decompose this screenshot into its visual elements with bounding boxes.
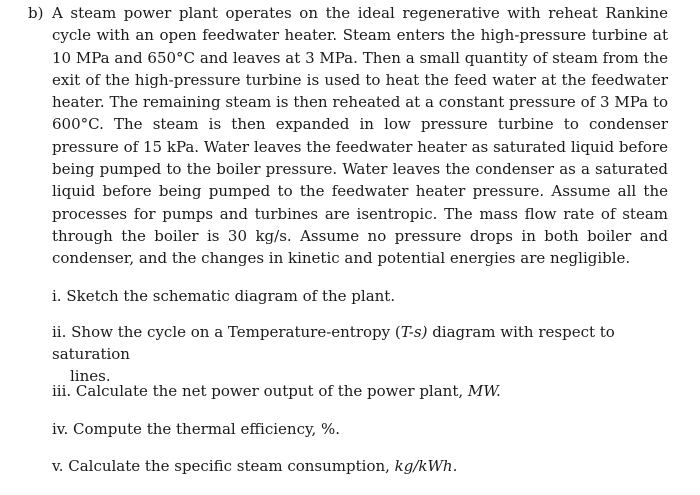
item-v-unit: kg/kWh.: [394, 457, 458, 475]
item-iv-text: iv. Compute the thermal efficiency, %.: [52, 420, 341, 438]
question-intro-text: A steam power plant operates on the ideal regenerative with reheat Rankine cycle with an open feedwater heater. Steam enters the high-pressure turbine at 10 MPa and 650°C and leaves at 3 MPa. Then a small quantity of steam from the exit of the high-pressure turbine is used to heat the feed water at the feedwater heater. The remaining steam is then reheated at a constant pressure of 3 MPa to 600°C. The steam is then expanded in low pressure turbine to condenser pressure of 15 kPa. Water leaves the feedwater heater as saturated liquid before being pumped to the boiler pressure. Water leaves the condenser as a saturated liquid before being pumped to the feedwater heater pressure. Assume all the processes for pumps and turbines are isentropic. The mass flow rate of steam through the boiler is 30 kg/s. Assume no pressure drops in both boiler and condenser, and the changes in kinetic and potential energies are negligible.: [52, 4, 668, 268]
item-iii-text: iii. Calculate the net power output of the power plant,: [52, 382, 468, 400]
item-ii-continuation: lines.: [70, 367, 111, 385]
question-intro: [28, 2, 668, 270]
page-edge-mark: [598, 490, 658, 493]
item-ii: [52, 321, 667, 387]
item-ii-italic: T-s): [400, 323, 428, 341]
item-ii-text-a: ii. Show the cycle on a Temperature-entropy (: [52, 323, 401, 341]
item-iii: [52, 380, 667, 402]
item-iii-unit: MW.: [467, 382, 501, 400]
item-i-text: i. Sketch the schematic diagram of the plant.: [52, 287, 396, 305]
item-i: [52, 285, 667, 307]
item-ii-text-b: diagram with respect to saturation: [52, 323, 615, 363]
item-iv: [52, 418, 667, 440]
item-v-text: v. Calculate the specific steam consumption,: [52, 457, 395, 475]
item-v: [52, 455, 667, 477]
question-label: b): [28, 4, 44, 22]
